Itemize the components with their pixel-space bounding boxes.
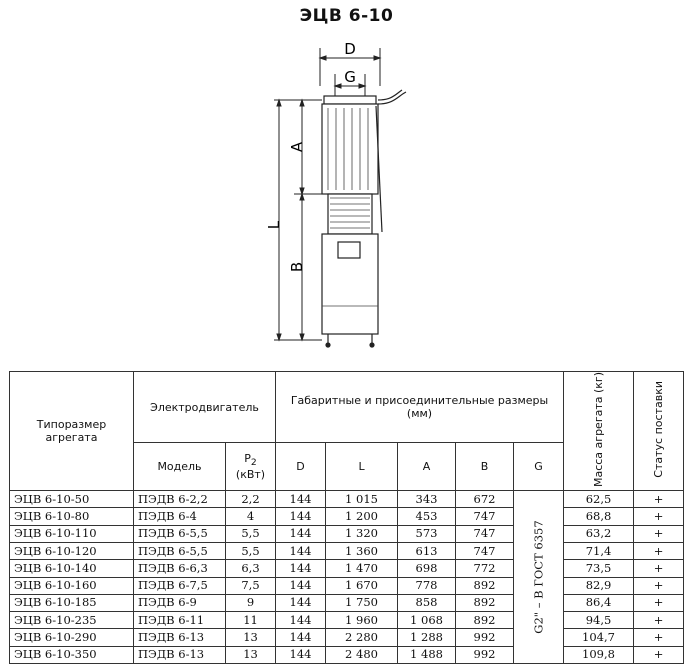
header-dimensions: Габаритные и присоединительные размеры (мм): [276, 372, 564, 443]
table-row: ЭЦВ 6-10-80 ПЭДВ 6-4 4 144 1 200 453 747 68,8 +: [10, 508, 684, 525]
table-row: ЭЦВ 6-10-350 ПЭДВ 6-13 13 144 2 480 1 488 992 109,8 +: [10, 646, 684, 663]
foot-left: [326, 343, 330, 347]
header-mass: Масса агрегата (кг): [564, 372, 634, 491]
spec-table: [9, 371, 684, 664]
header-a: A: [398, 443, 456, 491]
header-l: L: [326, 443, 398, 491]
motor-nameplate: [338, 242, 360, 258]
table-row: ЭЦВ 6-10-235 ПЭДВ 6-11 11 144 1 960 1 068 892 94,5 +: [10, 612, 684, 629]
header-motor: Электродвигатель: [134, 372, 276, 443]
label-d: D: [344, 40, 356, 58]
g-value-cell: G2" – В ГОСТ 6357: [514, 491, 564, 664]
cable-1: [378, 90, 402, 100]
label-a: A: [288, 141, 306, 153]
g-arrow-left: [335, 84, 341, 88]
table-row: ЭЦВ 6-10-290 ПЭДВ 6-13 13 144 2 280 1 288 992 104,7 +: [10, 629, 684, 646]
table-row: ЭЦВ 6-10-110 ПЭДВ 6-5,5 5,5 144 1 320 573 747 63,2 +: [10, 525, 684, 542]
header-p2: $P_2$ (кВт): [226, 443, 276, 491]
a-arrow-top: [300, 100, 304, 106]
d-arrow-left: [320, 56, 326, 60]
pump-drawing: [262, 36, 422, 356]
page-title: ЭЦВ 6-10: [299, 6, 394, 26]
pump-head: [324, 96, 376, 104]
header-status: Статус поставки: [634, 372, 684, 491]
g-arrow-right: [359, 84, 365, 88]
l-arrow-top: [277, 100, 281, 106]
label-l: L: [265, 220, 283, 230]
table-row: ЭЦВ 6-10-120 ПЭДВ 6-5,5 5,5 144 1 360 613 747 71,4 +: [10, 542, 684, 559]
table-row: ЭЦВ 6-10-185 ПЭДВ 6-9 9 144 1 750 858 892 86,4 +: [10, 594, 684, 611]
label-b: B: [288, 261, 306, 273]
header-model-size: Типоразмер агрегата: [10, 372, 134, 491]
table-row: ЭЦВ 6-10-140 ПЭДВ 6-6,3 6,3 144 1 470 698 772 73,5 +: [10, 560, 684, 577]
header-d: D: [276, 443, 326, 491]
header-g: G: [514, 443, 564, 491]
header-b: B: [456, 443, 514, 491]
table-row: ЭЦВ 6-10-50 ПЭДВ 6-2,2 2,2 144 1 015 343 672 G2" – В ГОСТ 6357 62,5 +: [10, 491, 684, 508]
d-arrow-right: [374, 56, 380, 60]
foot-right: [370, 343, 374, 347]
header-model: Модель: [134, 443, 226, 491]
b-arrow-bottom: [300, 334, 304, 340]
b-arrow-top: [300, 194, 304, 200]
pump-section: [322, 104, 378, 194]
l-arrow-bottom: [277, 334, 281, 340]
table-row: ЭЦВ 6-10-160 ПЭДВ 6-7,5 7,5 144 1 670 778 892 82,9 +: [10, 577, 684, 594]
label-g: G: [344, 68, 356, 86]
cable-2: [378, 92, 406, 104]
